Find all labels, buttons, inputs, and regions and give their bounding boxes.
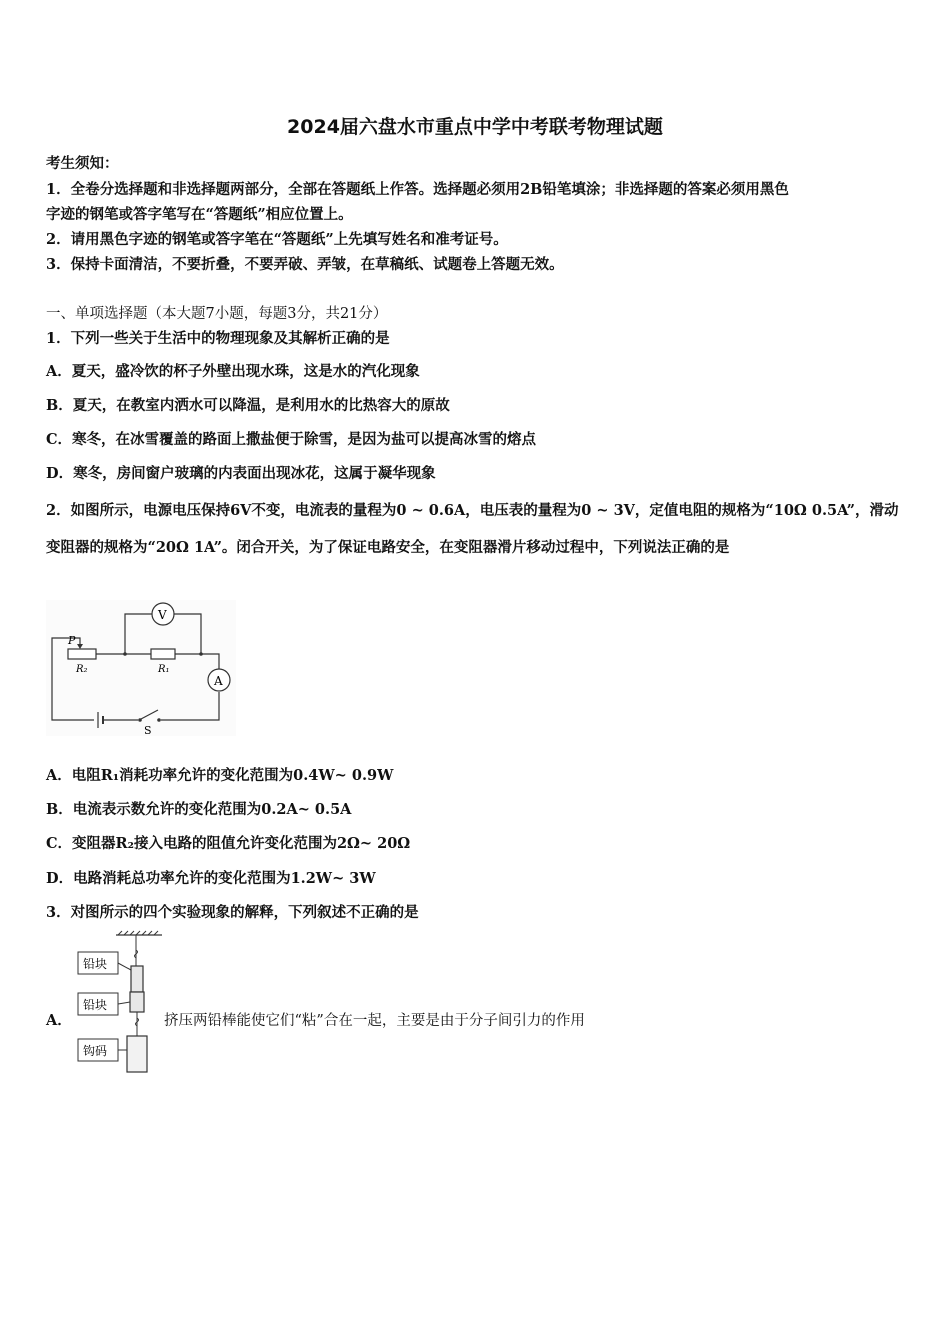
q1-stem: 1．下列一些关于生活中的物理现象及其解析正确的是 (46, 330, 390, 347)
slider-label-p: P (68, 634, 76, 647)
lead-block-2 (130, 992, 144, 1012)
q1-option-d: D．寒冬，房间窗户玻璃的内表面出现冰花，这属于凝华现象 (46, 465, 436, 482)
r1-label: R₁ (158, 664, 170, 675)
notice-item-3: 3．保持卡面清洁，不要折叠，不要弄破、弄皱，在草稿纸、试题卷上答题无效。 (46, 256, 564, 273)
lead-block-1 (131, 966, 143, 992)
label-lead-block-1: 铅块 (83, 957, 108, 971)
label-hook-weight: 钩码 (83, 1044, 108, 1058)
notice-item-1: 1．全卷分选择题和非选择题两部分，全部在答题纸上作答。选择题必须用2B铅笔填涂；非选择题的答案必须用黑色 (46, 181, 789, 198)
q2-option-b: B．电流表示数允许的变化范围为0.2A~ 0.5A (46, 801, 352, 818)
q3-option-a-label: A． (46, 1012, 72, 1029)
page-title: 2024届六盘水市重点中学中考联考物理试题 (287, 116, 663, 138)
circuit-diagram (46, 600, 236, 736)
section-heading: 一、单项选择题（本大题7小题，每题3分，共21分） (46, 306, 388, 322)
q3-stem: 3．对图所示的四个实验现象的解释，下列叙述不正确的是 (46, 904, 419, 921)
switch-label: S (144, 724, 152, 736)
rheostat-r2 (68, 649, 96, 659)
hook-weight (127, 1036, 147, 1072)
notice-item-2: 2．请用黑色字迹的钢笔或答字笔在“答题纸”上先填写姓名和准考证号。 (46, 231, 508, 248)
q2-option-d: D．电路消耗总功率允许的变化范围为1.2W~ 3W (46, 870, 376, 887)
ammeter-label: A (214, 674, 223, 688)
q1-option-c: C．寒冬，在冰雪覆盖的路面上撒盐便于除雪，是因为盐可以提高冰雪的熔点 (46, 431, 537, 448)
label-lead-block-2: 铅块 (83, 998, 108, 1012)
notice-heading: 考生须知： (46, 155, 119, 172)
resistor-r1 (151, 649, 175, 659)
q1-option-b: B．夏天，在教室内洒水可以降温，是利用水的比热容大的原故 (46, 397, 450, 414)
lead-blocks-figure (74, 930, 164, 1076)
q2-option-c: C．变阻器R₂接入电路的阻值允许变化范围为2Ω~ 20Ω (46, 835, 411, 852)
q2-stem: 2．如图所示，电源电压保持6V不变，电流表的量程为0 ~ 0.6A，电压表的量程为0 ~ 3V，定值电阻的规格为“10Ω 0.5A”，滑动变阻器的规格为“20Ω 1A”。闭合开关，为了保证电路安全，在变阻器滑片移动过程中，下列说法正确的是 (46, 502, 899, 556)
r2-label: R₂ (76, 664, 88, 675)
notice-item-1-cont: 字迹的钢笔或答字笔写在“答题纸”相应位置上。 (46, 206, 353, 223)
q2-option-a: A．电阻R₁消耗功率允许的变化范围为0.4W~ 0.9W (46, 767, 394, 784)
q1-option-a: A．夏天，盛冷饮的杯子外壁出现水珠，这是水的汽化现象 (46, 363, 420, 380)
q3-option-a-text: 挤压两铅棒能使它们“粘”合在一起，主要是由于分子间引力的作用 (164, 1013, 585, 1029)
voltmeter-label: V (158, 608, 167, 622)
